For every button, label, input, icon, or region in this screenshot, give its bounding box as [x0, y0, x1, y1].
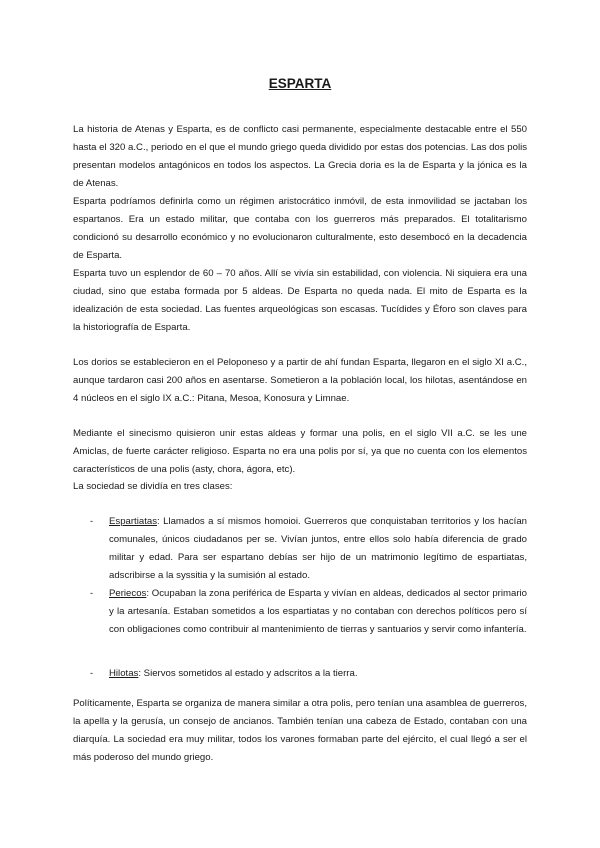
paragraph-classes-intro: La sociedad se dividía en tres clases: [73, 481, 233, 492]
list-item-term: Espartiatas [109, 516, 157, 527]
paragraph-politics: Políticamente, Esparta se organiza de manera similar a otra polis, pero tenían una asamblea de guerreros, la apella y la gerusía, un consejo de ancianos. También tenían una cabeza de Estado, contaban con una diarquía. La sociedad era muy militar, todos los varones formaban parte del ejército, el cual llegó a ser el más poderoso del mundo griego. [73, 698, 527, 763]
list-item-separator: : [157, 516, 160, 527]
list-item-text [109, 513, 527, 585]
list-item-hilotas [90, 665, 527, 683]
list-item-text [109, 665, 527, 683]
list-item-text [109, 585, 527, 639]
paragraph-intro: La historia de Atenas y Esparta, es de conflicto casi permanente, especialmente destacable entre el 550 hasta el 320 a.C., periodo en el que el mundo griego queda dividido por estas dos potencias. Las dos polis presentan modelos antagónicos en todos los aspectos. La Grecia doria es la de Esparta y la jónica es la de Atenas. [73, 124, 527, 189]
list-bullet: - [90, 516, 94, 527]
list-item-description: Llamados a sí mismos homoioi. Guerreros que conquistaban territorios y los hacían comunales, únicos ciudadanos per se. Vivían juntos, entre ellos solo había diferencia de grado militar y edad. Para ser espartano debías ser hijo de un matrimonio legítimo de espartiatas, adscribirse a la syssitia y la sumisión al estado. [109, 516, 527, 581]
paragraph-dorians: Los dorios se establecieron en el Peloponeso y a partir de ahí fundan Esparta, llegaron en el siglo XI a.C., aunque tardaron casi 200 años en asentarse. Sometieron a la población local, los hilotas, asentándose en 4 núcleos en el siglo IX a.C.: Pitana, Mesoa, Konosura y Limnae. [73, 357, 527, 404]
paragraph-synoecism: Mediante el sinecismo quisieron unir estas aldeas y formar una polis, en el siglo VII a.C. se les une Amiclas, de fuerte carácter religioso. Esparta no era una polis por sí, ya que no cuenta con los elementos característicos de una polis (asty, chora, ágora, etc). [73, 428, 527, 475]
list-item-term: Hilotas [109, 668, 139, 679]
paragraph-regime: Esparta podríamos definirla como un régimen aristocrático inmóvil, de esta inmovilidad se jactaban los espartanos. Era un estado militar, que contaba con los guerreros más preparados. El totalitarismo condicionó su desarrollo económico y no evolucionaron culturalmente, esto desembocó en la decadencia de Esparta. [73, 196, 527, 261]
list-bullet: - [90, 668, 94, 679]
paragraph-splendor: Esparta tuvo un esplendor de 60 – 70 años. Allí se vivía sin estabilidad, con violencia. Ni siquiera era una ciudad, sino que estaba formada por 5 aldeas. De Esparta no queda nada. El mito de Esparta es la idealización de esta sociedad. Las fuentes arqueológicas son escasas. Tucídides y Éforo son claves para la historiografía de Esparta. [73, 268, 527, 333]
list-item-separator: : [146, 588, 149, 599]
list-item-description: Ocupaban la zona periférica de Esparta y vivían en aldeas, dedicados al sector primario y la artesanía. Estaban sometidos a los espartiatas y no contaban con derechos políticos pero sí con obligaciones como contribuir al mantenimiento de tierras y santuarios y servir como infantería. [109, 588, 527, 635]
page-title: ESPARTA [268, 76, 332, 91]
list-item-separator: : [138, 668, 141, 679]
list-bullet: - [90, 588, 94, 599]
list-item-espartiatas [90, 513, 527, 585]
list-item-description: Siervos sometidos al estado y adscritos a la tierra. [141, 668, 358, 679]
list-item-term: Periecos [109, 588, 147, 599]
list-item-periecos [90, 585, 527, 639]
